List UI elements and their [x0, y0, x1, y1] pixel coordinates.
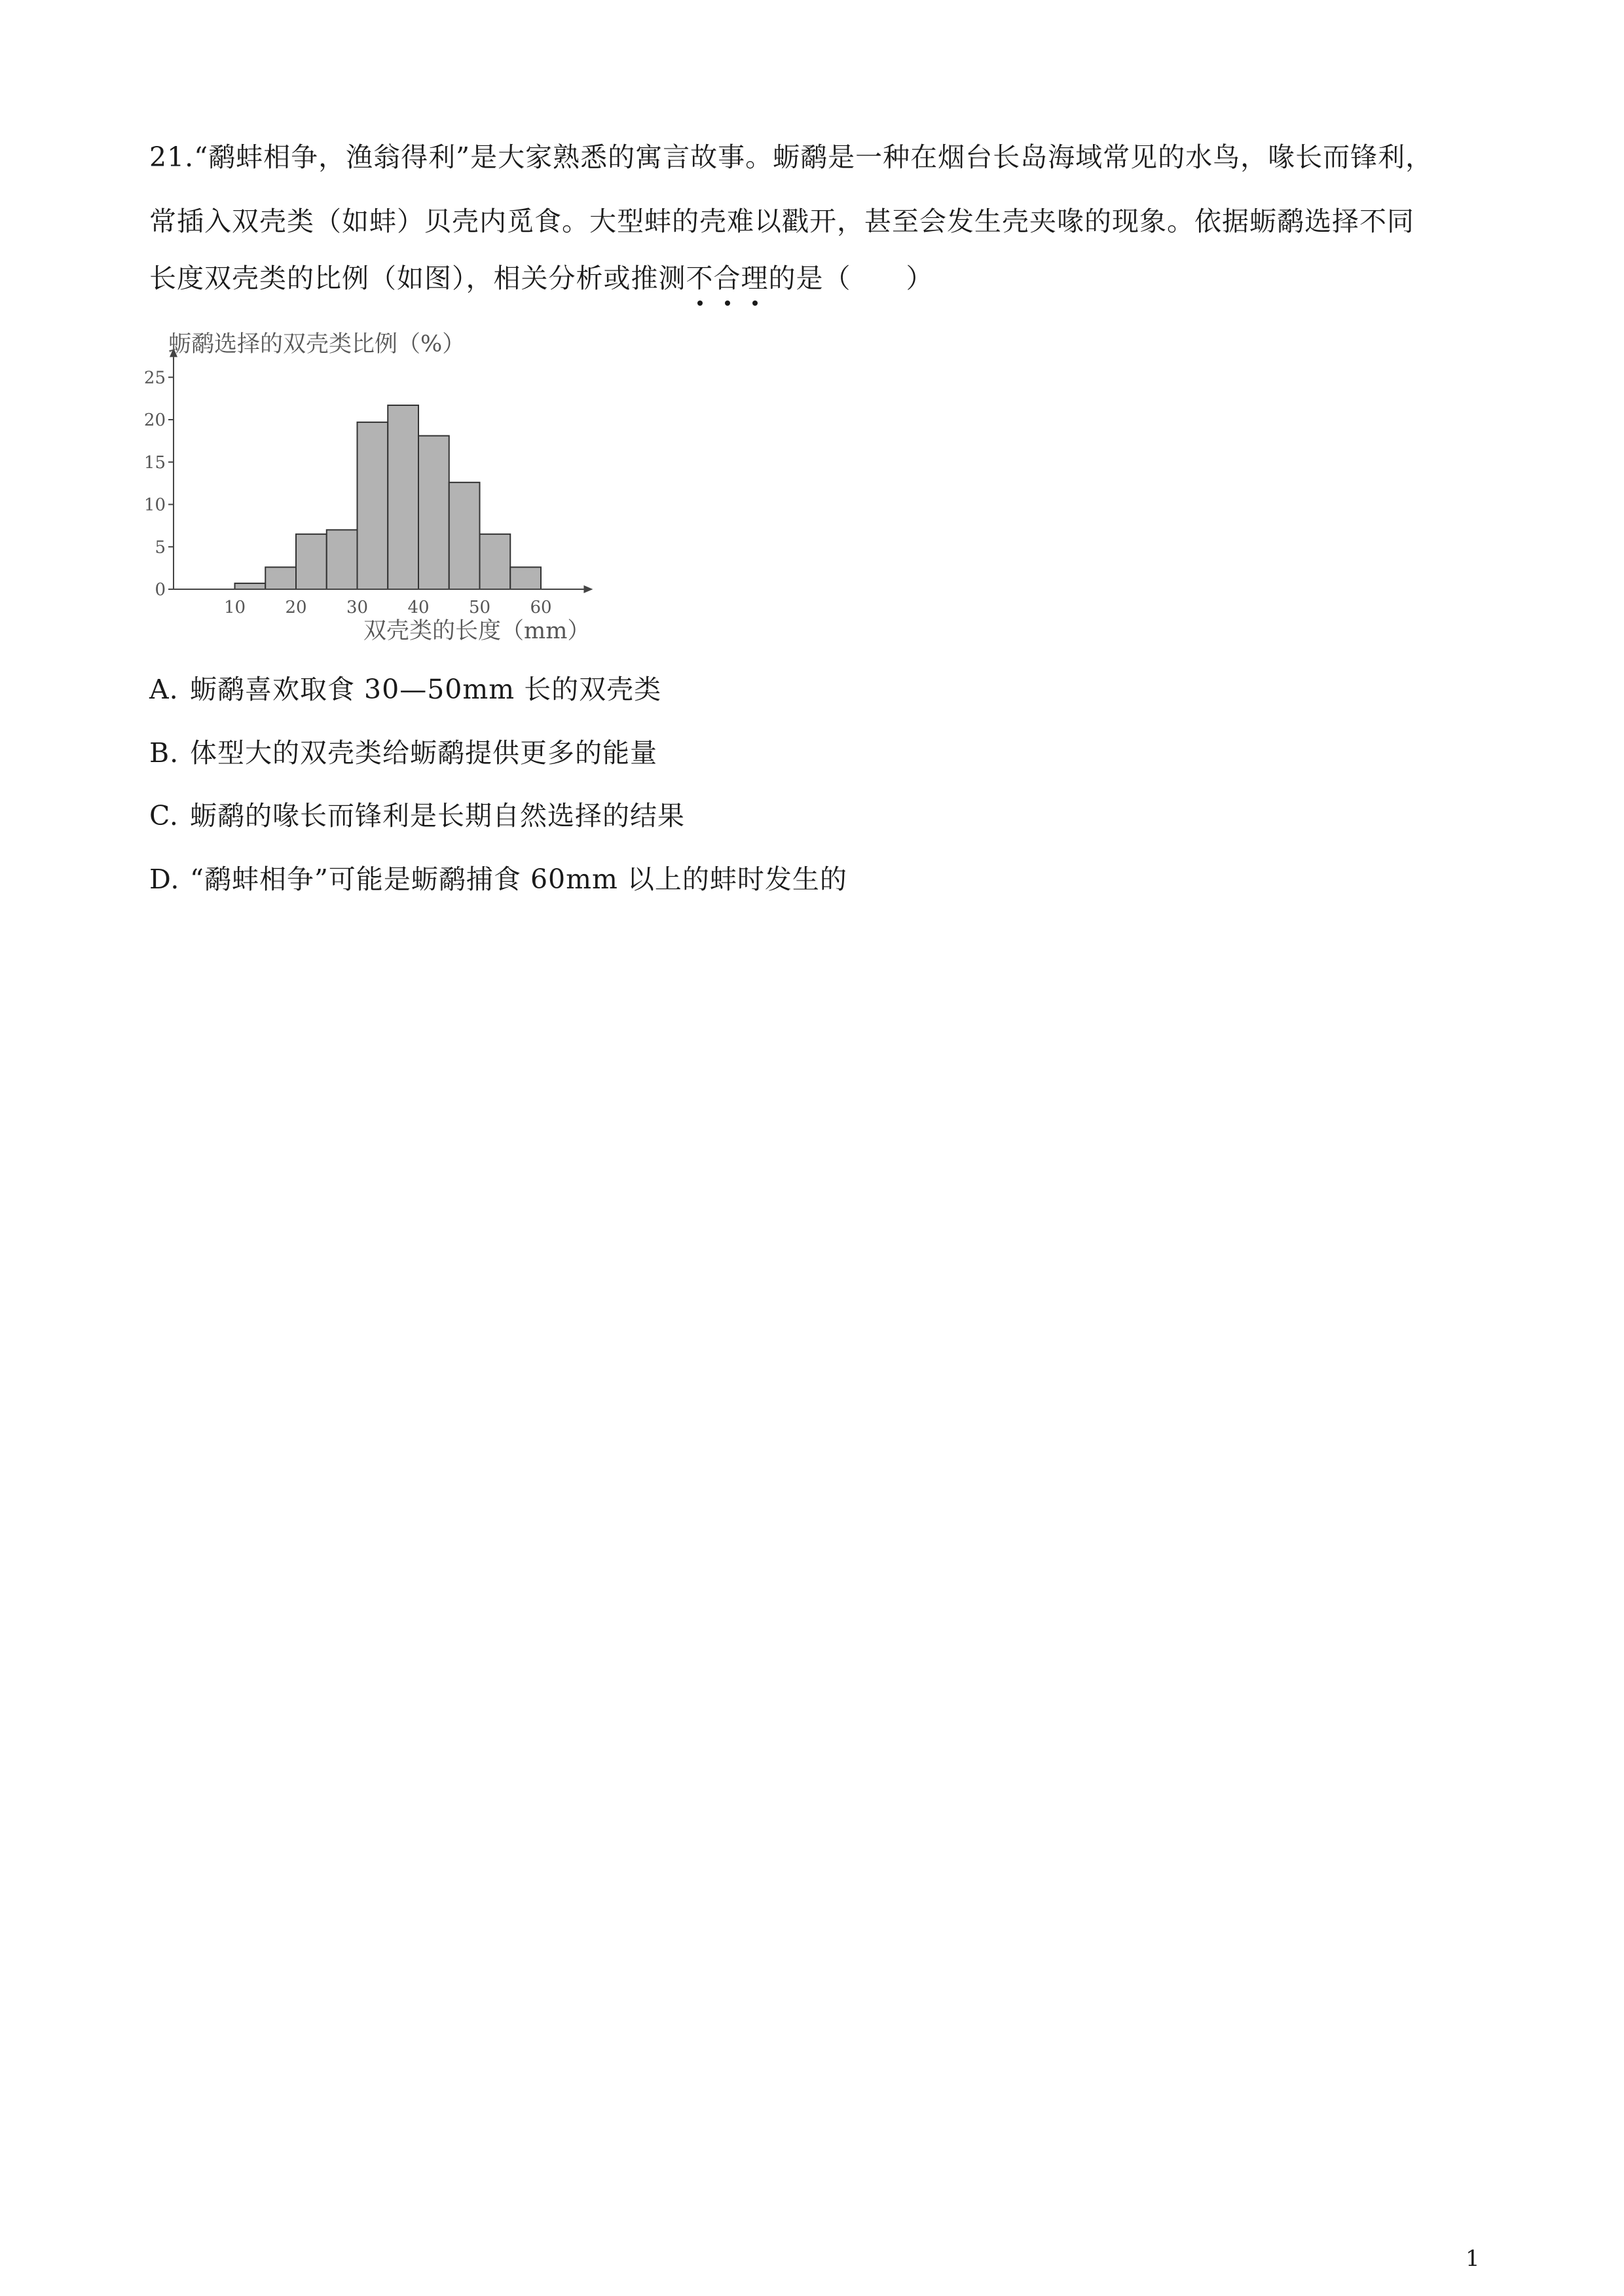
option-a-text: 蛎鹬喜欢取食 30—50mm 长的双壳类: [190, 674, 662, 705]
x-axis-arrow: [583, 585, 593, 593]
histogram-bar-8: [449, 483, 480, 589]
x-tick-label-20: 20: [285, 598, 307, 617]
x-ticks-group: [224, 598, 552, 617]
emphasis-char-3: 理: [741, 259, 769, 298]
option-c[interactable]: [149, 796, 685, 835]
x-axis-label: 双壳类的长度（mm）: [363, 618, 591, 644]
option-d-letter: D.: [149, 864, 180, 895]
option-d-text: “鹬蚌相争”可能是蛎鹬捕食 60mm 以上的蚌时发生的: [190, 864, 847, 895]
option-b-letter: B.: [149, 737, 179, 769]
option-c-letter: C.: [149, 800, 179, 831]
option-a-letter: A.: [149, 674, 179, 705]
histogram-bar-5: [358, 422, 388, 589]
histogram-chart: [131, 311, 616, 651]
histogram-bar-10: [510, 567, 541, 589]
chart-title: 蛎鹬选择的双壳类比例（%）: [168, 331, 466, 357]
emphasis-char-2: 合: [714, 259, 741, 298]
x-tick-label-40: 40: [407, 598, 430, 617]
y-ticks-group: [144, 368, 174, 600]
histogram-bar-2: [265, 567, 296, 589]
histogram-bar-9: [480, 534, 511, 589]
option-a[interactable]: [149, 670, 661, 709]
histogram-bar-6: [388, 405, 418, 589]
x-tick-label-30: 30: [346, 598, 369, 617]
page-number: 1: [1466, 2246, 1480, 2272]
question-line-2: 常插入双壳类（如蚌）贝壳内觅食。大型蚌的壳难以戳开，甚至会发生壳夹喙的现象。依据蛎鹬选择不同: [149, 206, 1414, 237]
histogram-bar-4: [327, 530, 358, 589]
histogram-bar-7: [418, 436, 449, 589]
question-line-3: [149, 259, 934, 298]
y-tick-label-0: 0: [155, 580, 166, 600]
question-line-3-end: 的是（ ）: [768, 263, 934, 294]
question-line-1: 21.“鹬蚌相争，渔翁得利”是大家熟悉的寓言故事。蛎鹬是一种在烟台长岛海域常见的水鸟，喙长而锋利，: [149, 141, 1433, 173]
y-tick-label-20: 20: [143, 410, 166, 430]
emphasis-char-1: 不: [686, 259, 714, 298]
y-tick-label-5: 5: [155, 538, 166, 558]
histogram-bar-1: [235, 583, 266, 589]
x-tick-label-10: 10: [223, 598, 246, 617]
y-tick-label-10: 10: [143, 495, 166, 515]
histogram-bar-3: [296, 534, 327, 589]
option-b-text: 体型大的双壳类给蛎鹬提供更多的能量: [190, 737, 657, 769]
y-tick-label-25: 25: [143, 368, 166, 388]
option-c-text: 蛎鹬的喙长而锋利是长期自然选择的结果: [190, 800, 685, 831]
option-b[interactable]: [149, 733, 657, 773]
x-tick-label-50: 50: [468, 598, 491, 617]
bars-group: [235, 405, 542, 589]
option-d[interactable]: [149, 860, 847, 899]
x-tick-label-60: 60: [530, 598, 552, 617]
y-tick-label-15: 15: [143, 452, 166, 473]
question-line-3-start: 长度双壳类的比例（如图），相关分析或推测: [149, 263, 686, 294]
